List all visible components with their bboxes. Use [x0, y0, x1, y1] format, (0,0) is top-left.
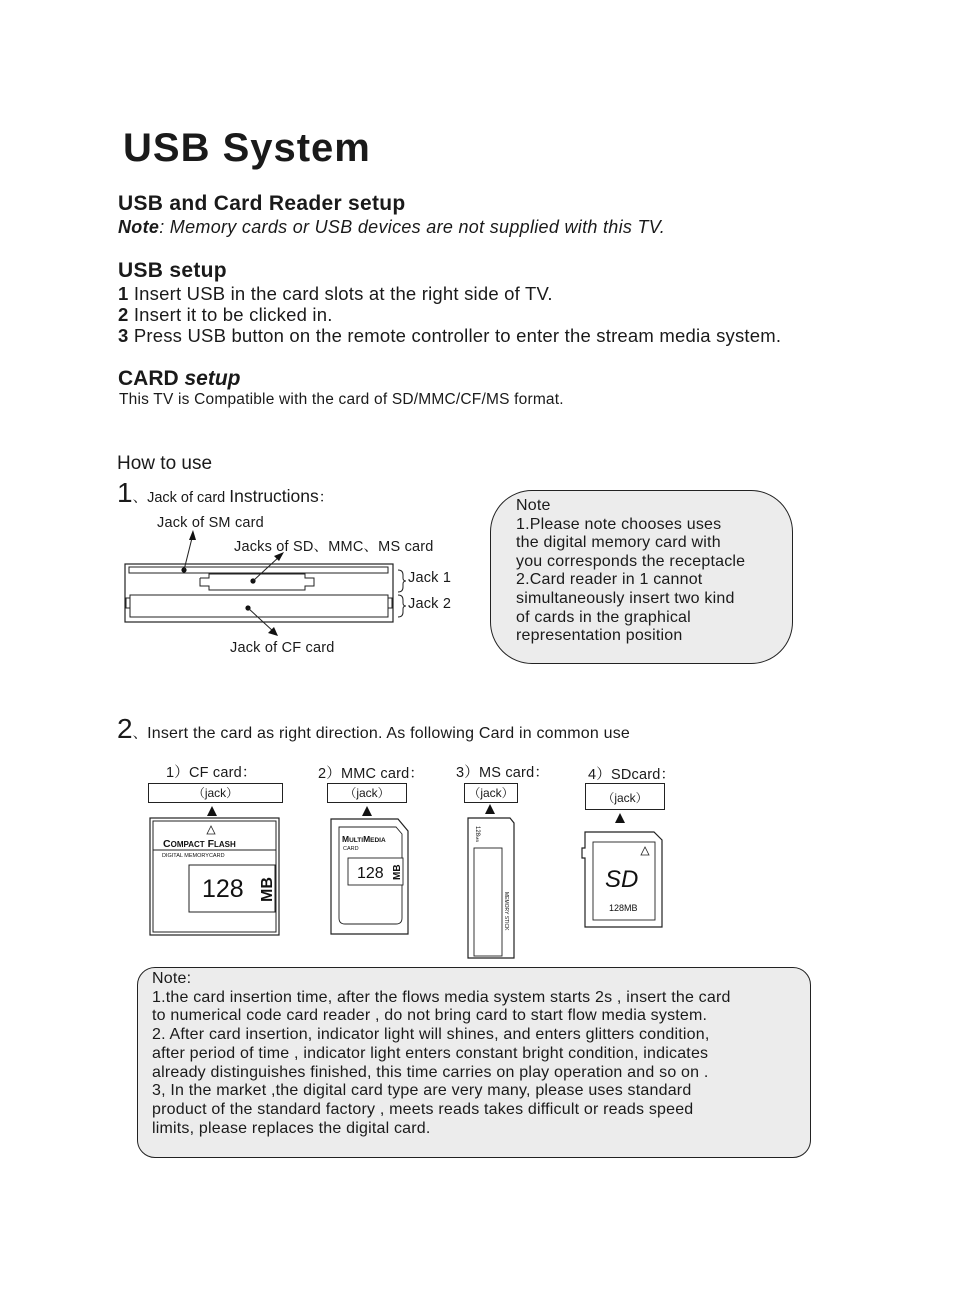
sd-size: 128MB [609, 903, 638, 913]
section-heading: USB and Card Reader setup [118, 192, 406, 215]
mmc-jack-box: （jack） [327, 783, 407, 803]
ms-card-label: 3）MS card： [456, 765, 550, 781]
note-line: you corresponds the receptacle [516, 552, 746, 570]
jack2-label: Jack 2 [408, 596, 452, 612]
step2-text: Insert the card as right direction. As following Card in common use [147, 725, 631, 742]
note-line: to numerical code card reader , do not bring card to start flow media system. [152, 1007, 708, 1025]
cf-sub: DIGITAL MEMORYCARD [162, 853, 225, 859]
step-text: Insert USB in the card slots at the right side of TV. [128, 283, 553, 304]
cf-unit: MB [259, 877, 276, 902]
ms-card-illustration [468, 818, 514, 958]
jacks-sd-label: Jacks of SD、MMC、MS card [234, 539, 434, 555]
note-line: Note [516, 497, 551, 514]
note-line: limits, please replaces the digital card. [152, 1119, 431, 1137]
step1-number: 1 [117, 477, 133, 508]
note-label: Note [118, 217, 160, 237]
sd-jack-box: （jack） [585, 783, 665, 810]
jack-cf-label: Jack of CF card [230, 640, 335, 656]
ms-jack-box: （jack） [464, 783, 518, 803]
mmc-card-label: 2）MMC card： [318, 766, 425, 782]
card-compat-text: This TV is Compatible with the card of SD/MMC/CF/MS format. [119, 391, 564, 408]
note-line: the digital memory card with [516, 534, 721, 552]
jack1-label: Jack 1 [408, 570, 452, 586]
mmc-sub: CARD [343, 846, 359, 852]
note-line: after period of time , indicator light enters constant bright condition, indicates [152, 1044, 709, 1062]
jack-sm-label: Jack of SM card [157, 515, 264, 531]
mmc-unit: MB [392, 864, 403, 880]
step1-colon: ： [318, 490, 334, 506]
cf-card-illustration [150, 818, 279, 935]
cf-size: 128 [202, 875, 244, 903]
note-line: representation position [516, 627, 683, 645]
step-number: 1 [118, 283, 129, 304]
note-line: simultaneously insert two kind [516, 589, 735, 607]
cf-card-label: 1）CF card： [166, 765, 257, 781]
step1-sep: 、 [132, 490, 148, 506]
step-text: Press USB button on the remote controller to enter the stream media system. [128, 325, 782, 346]
note-line: of cards in the graphical [516, 608, 691, 626]
card-heading-bold: CARD [118, 367, 185, 390]
note-line: product of the standard factory , meets reads takes difficult or reads speed [152, 1100, 694, 1118]
step2-number: 2 [117, 713, 133, 744]
step-number: 2 [118, 304, 129, 325]
cf-jack-box: （jack） [148, 783, 283, 803]
step2-sep: 、 [132, 726, 148, 742]
note-line: 1.Please note chooses uses [516, 515, 722, 533]
sd-card-illustration [582, 832, 662, 927]
step-text: Insert it to be clicked in. [128, 304, 333, 325]
usb-setup-heading: USB setup [118, 259, 227, 282]
ms-card-label-area [474, 848, 502, 956]
page-title: USB System [123, 126, 371, 170]
note-line: 1.the card insertion time, after the flows media system starts 2s , insert the card [152, 988, 731, 1006]
step1-label-small: Jack of card [147, 490, 230, 506]
step-number: 3 [118, 325, 129, 346]
how-to-use-heading: How to use [117, 453, 213, 474]
step1-label-big: Instructions [229, 486, 319, 506]
note-line: 3, In the market ,the digital card type are very many, please uses standard [152, 1082, 692, 1100]
mmc-brand: MULTIMEDIA [342, 834, 386, 844]
ms-size: 128MB [474, 826, 480, 843]
mmc-size: 128 [357, 865, 384, 882]
note-line: 2. After card insertion, indicator light will shines, and enters glitters condition, [152, 1026, 710, 1044]
ms-brand: MEMORY STICK [503, 892, 509, 931]
bottom-note-text [152, 970, 731, 1138]
note-line: 2.Card reader in 1 cannot [516, 571, 703, 589]
card-heading-italic: setup [184, 367, 241, 390]
note-line: Note: [152, 970, 192, 987]
sd-logo: SD [605, 866, 639, 893]
mmc-card-illustration [331, 819, 408, 934]
cf-brand: COMPACT FLASH [163, 838, 236, 850]
note-text: : Memory cards or USB devices are not supplied with this TV. [159, 217, 666, 237]
note-line: already distinguishes finished, this time carries on play operation and so on . [152, 1063, 709, 1081]
sd-card-label: 4）SDcard： [588, 767, 676, 783]
